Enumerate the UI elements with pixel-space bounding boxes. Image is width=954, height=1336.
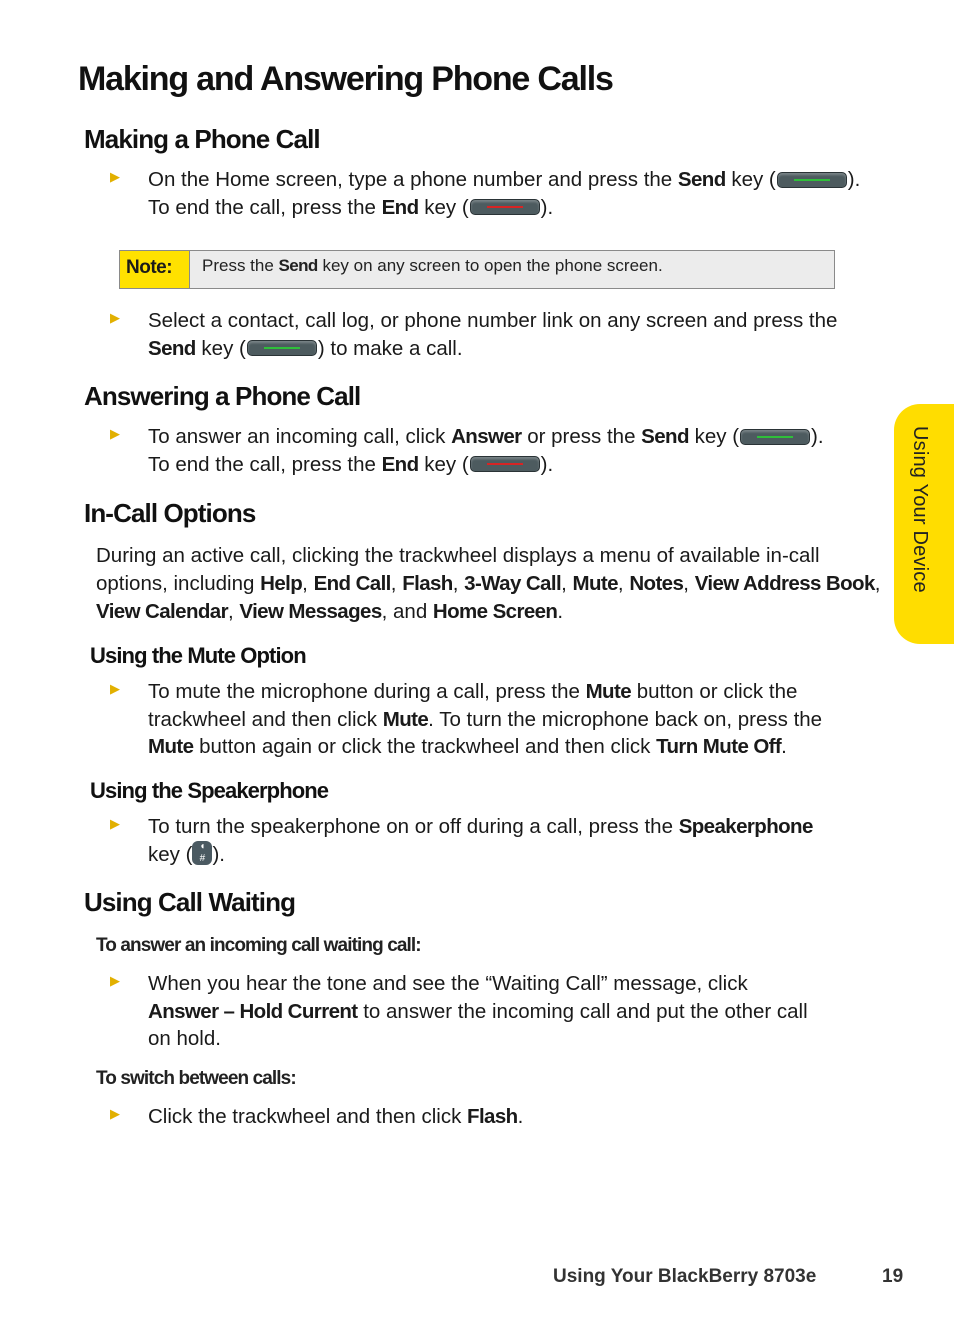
separator: , bbox=[561, 572, 573, 595]
text: To turn the speakerphone on or off during a call, press the bbox=[148, 815, 679, 838]
key-name: Turn Mute Off bbox=[656, 735, 782, 758]
text: key on any screen to open the phone screen. bbox=[317, 256, 663, 275]
procedure-heading-answer-waiting: To answer an incoming call waiting call: bbox=[96, 935, 421, 956]
in-call-options-paragraph bbox=[96, 542, 896, 626]
triangle-arrow-icon: ▶ bbox=[110, 426, 120, 441]
key-name: Mute bbox=[148, 735, 194, 758]
separator: , bbox=[302, 572, 314, 595]
option-name: Home Screen bbox=[432, 600, 558, 623]
option-name: End Call bbox=[313, 572, 391, 595]
separator: , bbox=[452, 572, 465, 595]
text: . bbox=[781, 735, 787, 758]
triangle-arrow-icon: ▶ bbox=[110, 973, 120, 988]
footer-title: Using Your BlackBerry 8703e bbox=[553, 1266, 817, 1287]
option-name: Help bbox=[260, 572, 303, 595]
text: . To turn the microphone back on, press the bbox=[428, 707, 823, 731]
text: Select a contact, call log, or phone number link on any screen and press the bbox=[148, 309, 838, 332]
text: key ( bbox=[148, 842, 193, 866]
section-heading-call-waiting: Using Call Waiting bbox=[84, 887, 296, 917]
text: key ( bbox=[418, 452, 469, 476]
key-name: Answer – Hold Current bbox=[148, 999, 358, 1023]
option-name: Mute bbox=[572, 572, 618, 595]
text: key ( bbox=[725, 168, 776, 191]
triangle-arrow-icon: ▶ bbox=[110, 1106, 120, 1121]
page-number: 19 bbox=[882, 1266, 904, 1287]
text: On the Home screen, type a phone number and press the bbox=[148, 168, 678, 191]
text: During an active call, clicking the trackwheel displays a menu of available in-call bbox=[96, 544, 820, 567]
text: . bbox=[517, 1105, 524, 1128]
list-item bbox=[110, 678, 870, 762]
list-item bbox=[110, 166, 870, 222]
text: ) to make a call. bbox=[317, 336, 463, 360]
text: key ( bbox=[418, 195, 469, 219]
key-name: Send bbox=[148, 336, 196, 360]
text: To end the call, press the bbox=[148, 452, 382, 476]
separator: , bbox=[390, 572, 403, 595]
end-key-icon bbox=[470, 456, 540, 472]
text: on hold. bbox=[148, 1027, 221, 1050]
text: trackwheel and then click bbox=[148, 707, 383, 731]
end-key-icon bbox=[470, 199, 540, 215]
subheading-mute-option: Using the Mute Option bbox=[90, 643, 306, 668]
separator: , bbox=[617, 572, 630, 595]
note-label: Note: bbox=[120, 251, 190, 288]
subheading-speakerphone: Using the Speakerphone bbox=[90, 778, 329, 803]
note-text bbox=[190, 251, 663, 288]
key-name: Mute bbox=[382, 707, 429, 731]
text: To end the call, press the bbox=[148, 195, 382, 219]
key-name: End bbox=[381, 452, 419, 476]
key-name: Send bbox=[278, 256, 318, 275]
option-name: 3-Way Call bbox=[464, 572, 562, 595]
text: ). bbox=[212, 842, 225, 866]
section-heading-in-call-options: In-Call Options bbox=[84, 498, 256, 528]
send-key-icon bbox=[247, 340, 317, 356]
list-item bbox=[110, 970, 870, 1054]
text: key ( bbox=[688, 425, 740, 448]
text: ). bbox=[847, 168, 861, 191]
key-name: Mute bbox=[585, 680, 632, 703]
option-name: View Calendar bbox=[96, 600, 228, 623]
procedure-heading-switch-calls: To switch between calls: bbox=[96, 1068, 296, 1089]
text: button again or click the trackwheel and then click bbox=[193, 735, 657, 758]
list-item bbox=[110, 1103, 870, 1131]
triangle-arrow-icon: ▶ bbox=[110, 169, 120, 184]
separator: , bbox=[683, 572, 695, 595]
separator: , bbox=[874, 572, 881, 595]
key-name: Flash bbox=[467, 1105, 518, 1128]
list-item bbox=[110, 813, 870, 869]
text: When you hear the tone and see the “Waiting Call” message, click bbox=[148, 972, 748, 995]
text: To mute the microphone during a call, press the bbox=[148, 680, 586, 703]
separator: , bbox=[227, 600, 240, 623]
text: to answer the incoming call and put the other call bbox=[357, 999, 808, 1023]
page-title: Making and Answering Phone Calls bbox=[78, 60, 613, 98]
option-name: Notes bbox=[629, 572, 684, 595]
option-name: View Messages bbox=[239, 600, 382, 623]
send-key-icon bbox=[777, 172, 847, 188]
list-item bbox=[110, 423, 870, 479]
key-name: End bbox=[381, 195, 419, 219]
text: Press the bbox=[202, 256, 279, 275]
text: button or click the bbox=[631, 680, 798, 703]
triangle-arrow-icon: ▶ bbox=[110, 681, 120, 696]
separator: . bbox=[557, 600, 564, 623]
key-name: Send bbox=[641, 425, 689, 448]
list-item bbox=[110, 307, 870, 363]
key-name: Send bbox=[677, 168, 726, 191]
option-name: Flash bbox=[402, 572, 453, 595]
speakerphone-key-icon: ◖ # bbox=[192, 841, 212, 865]
text: key ( bbox=[195, 336, 246, 360]
chapter-tab-label: Using Your Device bbox=[909, 426, 931, 593]
separator: , and bbox=[381, 600, 433, 623]
section-heading-making-call: Making a Phone Call bbox=[84, 124, 320, 154]
section-heading-answering-call: Answering a Phone Call bbox=[84, 381, 361, 411]
triangle-arrow-icon: ▶ bbox=[110, 816, 120, 831]
note-box bbox=[119, 250, 835, 289]
text: To answer an incoming call, click bbox=[148, 425, 452, 448]
key-name: Answer bbox=[451, 425, 522, 448]
chapter-tab bbox=[894, 404, 954, 644]
text: ). bbox=[811, 425, 824, 448]
text: or press the bbox=[521, 425, 642, 448]
option-name: View Address Book bbox=[694, 572, 875, 595]
triangle-arrow-icon: ▶ bbox=[110, 310, 120, 325]
send-key-icon bbox=[740, 429, 810, 445]
text: ). bbox=[540, 452, 554, 476]
key-name: Speakerphone bbox=[678, 815, 813, 838]
text: options, including bbox=[96, 572, 261, 595]
text: ). bbox=[540, 195, 554, 219]
text: Click the trackwheel and then click bbox=[148, 1105, 468, 1128]
